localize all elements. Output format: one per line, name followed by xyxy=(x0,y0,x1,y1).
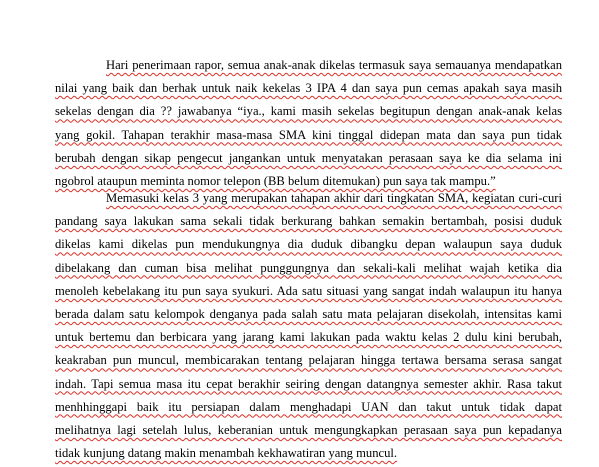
text-line: Memasuki kelas 3 yang merupakan tahapan akhir dari tingkatan SMA, kegiatan curi-curi xyxy=(106,191,562,205)
text-line: berada dalam satu kelompok denganya pada salah satu mata pelajaran disekolah, intensitas kami xyxy=(55,306,562,321)
text-line: pandang saya lakukan sama sekali tidak berkurang bahkan semakin bertambah, posisi duduk xyxy=(55,214,562,229)
text-line: menhhinggapi baik itu persiapan dalam menghadapi UAN dan takut untuk tidak dapat xyxy=(55,399,562,414)
text-line: dikelas kami dikelas pun mendukungnya dia duduk dibangku depan walaupun saya duduk xyxy=(55,237,562,252)
text-line: berubah dengan sikap pengecut jangankan untuk menyatakan perasaan saya ke dia selama ini xyxy=(55,150,562,165)
text-line: tidak kunjung datang makin menambah kekhawatiran yang muncul. xyxy=(55,446,398,461)
text-line: yang gokil. Tahapan terakhir masa-masa SMA kini tinggal didepan mata dan saya pun tidak xyxy=(55,127,562,142)
text-line: menoleh kebelakang itu pun saya syukuri. Ada satu situasi yang sangat indah walaupun itu hanya xyxy=(55,283,562,298)
text-line: untuk bertemu dan berbicara yang jarang kami lakukan pada waktu kelas 2 dulu kini berubah, xyxy=(55,330,562,345)
text-line: indah. Tapi semua masa itu cepat berakhir seiring dengan datangnya semester akhir. Rasa takut xyxy=(55,376,562,391)
text-line: keakraban pun muncul, membicarakan tentang pelajaran hingga tertawa bersama serasa sangat xyxy=(55,353,562,368)
paragraph-2 xyxy=(55,187,562,465)
text-line: melihatnya lagi setelah lulus, keberanian untuk mengungkapkan perasaan saya pun kepadanya xyxy=(55,422,562,437)
text-line: Hari penerimaan rapor, semua anak-anak dikelas termasuk saya semauanya mendapatkan xyxy=(106,58,562,72)
text-line: nilai yang baik dan berhak untuk naik kekelas 3 IPA 4 dan saya pun cemas apakah saya masih xyxy=(55,81,562,96)
text-line: ngobrol ataupun meminta nomor telepon (BB belum ditemukan) pun saya tak mampu.” xyxy=(55,173,496,188)
text-line: dibelakang dan cuman bisa melihat punggungnya dan sekali-kali melihat wajah ketika dia xyxy=(55,260,562,275)
paragraph-1 xyxy=(55,54,562,193)
text-line: sekelas dengan dia ?? jawabanya “iya., kami masih sekelas begitupun dengan anak-anak kelas xyxy=(55,104,562,119)
